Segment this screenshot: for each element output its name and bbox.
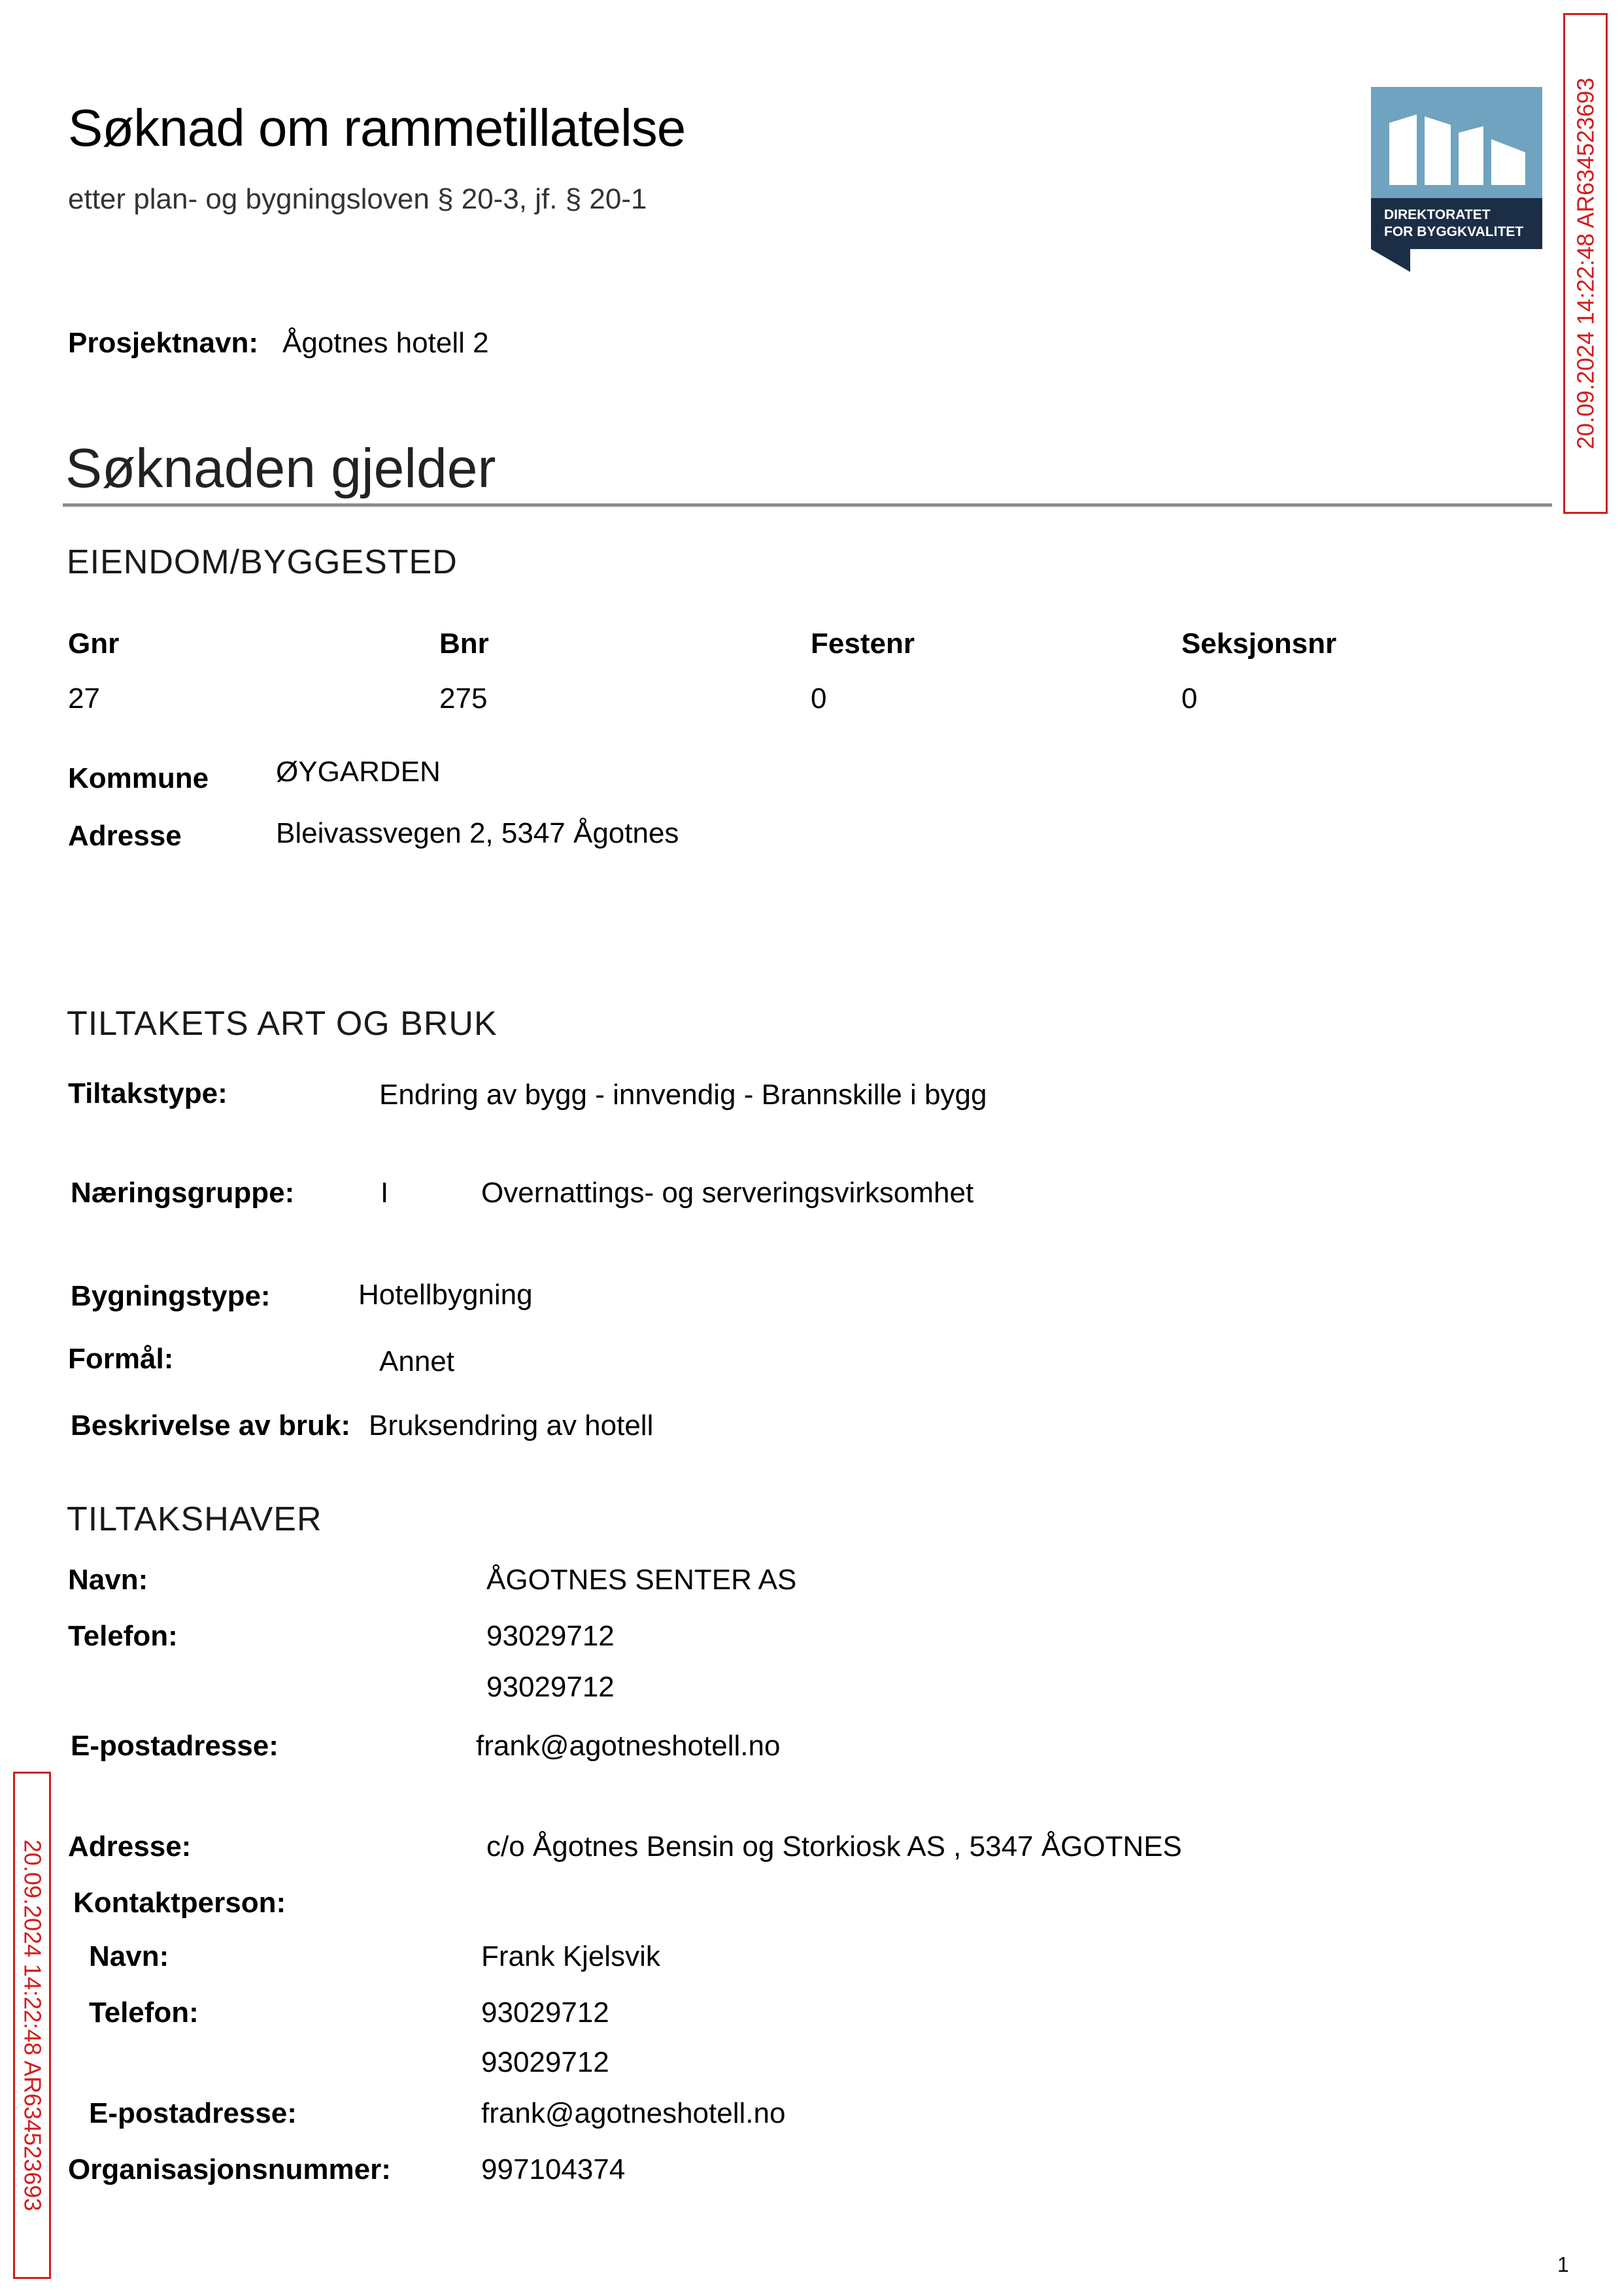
tiltakstype-value: Endring av bygg - innvendig - Brannskille i bygg: [379, 1079, 987, 1111]
project-name-label: Prosjektnavn:: [68, 327, 258, 359]
gnr-label: Gnr: [68, 628, 120, 660]
tiltakshaver-epost-value: frank@agotneshotell.no: [476, 1730, 781, 1762]
page-subtitle: etter plan- og bygningsloven § 20-3, jf. § 20-1: [68, 183, 647, 215]
kontakt-telefon-value-1: 93029712: [481, 1997, 609, 2029]
kontakt-navn-value: Frank Kjelsvik: [481, 1940, 660, 1972]
orgnr-value: 997104374: [481, 2153, 626, 2185]
kontaktperson-label: Kontaktperson:: [73, 1887, 286, 1919]
festenr-label: Festenr: [811, 628, 915, 660]
tiltakshaver-navn-value: ÅGOTNES SENTER AS: [486, 1564, 797, 1596]
bnr-label: Bnr: [439, 628, 489, 660]
tiltakshaver-epost-label: E-postadresse:: [71, 1730, 279, 1762]
kontakt-epost-label: E-postadresse:: [89, 2097, 297, 2129]
tiltakstype-label: Tiltakstype:: [68, 1077, 228, 1109]
gnr-value: 27: [68, 683, 100, 715]
beskrivelse-label: Beskrivelse av bruk:: [71, 1409, 351, 1442]
formal-value: Annet: [379, 1345, 454, 1377]
section-divider: [63, 503, 1552, 507]
naeringsgruppe-value: Overnattings- og serveringsvirksomhet: [481, 1177, 974, 1209]
seksjonsnr-value: 0: [1181, 683, 1198, 715]
adresse-label: Adresse: [68, 820, 182, 852]
adresse-value: Bleivassvegen 2, 5347 Ågotnes: [276, 817, 679, 849]
tiltakshaver-adresse-label: Adresse:: [68, 1830, 192, 1863]
seksjonsnr-label: Seksjonsnr: [1181, 628, 1337, 660]
naeringsgruppe-code: I: [381, 1177, 389, 1209]
orgnr-label: Organisasjonsnummer:: [68, 2153, 391, 2185]
dibk-logo-graphic: [1371, 87, 1542, 272]
tiltakshaver-heading: TILTAKSHAVER: [67, 1500, 322, 1538]
project-name-value: Ågotnes hotell 2: [282, 327, 489, 359]
kontakt-telefon-label: Telefon:: [89, 1997, 199, 2029]
svg-text:DIREKTORATET: DIREKTORATET: [1384, 207, 1491, 222]
kontakt-navn-label: Navn:: [89, 1940, 169, 1972]
kommune-value: ØYGARDEN: [276, 756, 441, 788]
timestamp-stamp-top: 20.09.2024 14:22:48 AR634523693: [1563, 13, 1608, 514]
bygningstype-label: Bygningstype:: [71, 1280, 271, 1312]
tiltakshaver-adresse-value: c/o Ågotnes Bensin og Storkiosk AS , 5347 ÅGOTNES: [486, 1830, 1182, 1863]
tiltak-heading: TILTAKETS ART OG BRUK: [67, 1005, 498, 1043]
tiltakshaver-telefon-value-1: 93029712: [486, 1620, 615, 1652]
bygningstype-value: Hotellbygning: [358, 1279, 533, 1311]
tiltakshaver-telefon-label: Telefon:: [68, 1620, 178, 1652]
property-heading: EIENDOM/BYGGESTED: [67, 543, 458, 581]
kontakt-telefon-value-2: 93029712: [481, 2046, 609, 2078]
bnr-value: 275: [439, 683, 488, 715]
formal-label: Formål:: [68, 1343, 174, 1375]
page-number: 1: [1557, 2253, 1569, 2276]
dibk-logo: [1371, 87, 1542, 272]
tiltakshaver-navn-label: Navn:: [68, 1564, 148, 1596]
timestamp-stamp-bottom: 20.09.2024 14:22:48 AR634523693: [13, 1772, 51, 2279]
festenr-value: 0: [811, 683, 827, 715]
beskrivelse-value: Bruksendring av hotell: [369, 1409, 654, 1442]
page-title: Søknad om rammetillatelse: [68, 99, 686, 157]
kommune-label: Kommune: [68, 762, 209, 794]
tiltakshaver-telefon-value-2: 93029712: [486, 1671, 615, 1703]
naeringsgruppe-label: Næringsgruppe:: [71, 1177, 295, 1209]
svg-text:FOR BYGGKVALITET: FOR BYGGKVALITET: [1384, 224, 1524, 239]
section-title: Søknaden gjelder: [65, 437, 496, 499]
kontakt-epost-value: frank@agotneshotell.no: [481, 2097, 786, 2129]
